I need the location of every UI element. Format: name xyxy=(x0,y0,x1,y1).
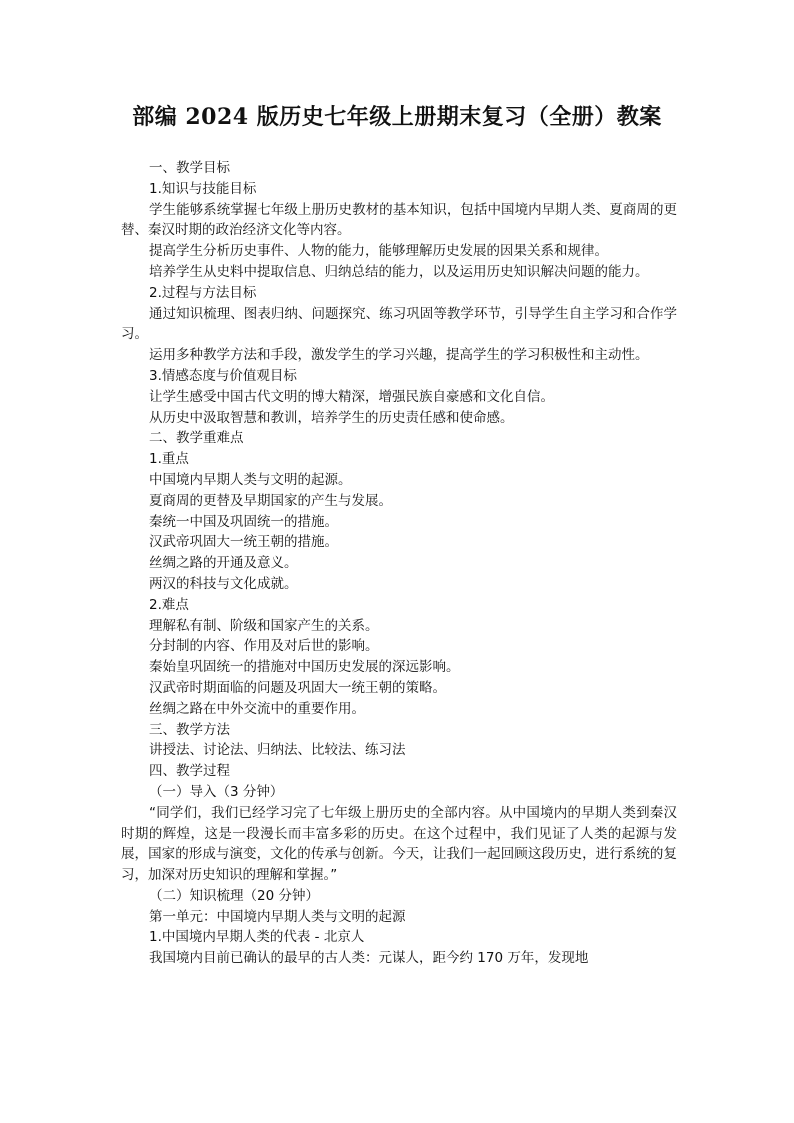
paragraph: 培养学生从史料中提取信息、归纳总结的能力，以及运用历史知识解决问题的能力。 xyxy=(149,263,649,280)
section-heading: 二、教学重难点 xyxy=(149,430,244,447)
paragraph: 我国境内目前已确认的最早的古人类：元谋人，距今约 170 万年，发现地 xyxy=(149,950,589,967)
list-item: 两汉的科技与文化成就。 xyxy=(149,575,298,592)
paragraph: 讲授法、讨论法、归纳法、比较法、练习法 xyxy=(149,742,406,759)
paragraph: “同学们，我们已经学习完了七年级上册历史的全部内容。从中国境内的早期人类到秦汉时期的辉煌，这是一段漫长而丰富多彩的历史。在这个过程中，我们见证了人类的起源与发展，国家的形成与演变，文化的传承与创新。今天，让我们一起回顾这段历史，进行系统的复习，加深对历史知识的理解和掌握。” xyxy=(121,804,677,884)
list-item: 丝绸之路在中外交流中的重要作用。 xyxy=(149,700,365,717)
document-title: 部编 2024 版历史七年级上册期末复习（全册）教案 xyxy=(132,104,662,130)
subsection-heading: 2.过程与方法目标 xyxy=(149,284,257,301)
paragraph: 运用多种教学方法和手段，激发学生的学习兴趣，提高学生的学习积极性和主动性。 xyxy=(149,347,649,364)
list-item: 秦统一中国及巩固统一的措施。 xyxy=(149,513,338,530)
paragraph: 提高学生分析历史事件、人物的能力，能够理解历史发展的因果关系和规律。 xyxy=(149,243,608,260)
unit-heading: 第一单元：中国境内早期人类与文明的起源 xyxy=(149,908,406,925)
subsection-heading: 1.中国境内早期人类的代表 - 北京人 xyxy=(149,929,365,946)
section-heading: 一、教学目标 xyxy=(149,160,230,176)
list-item: 夏商周的更替及早期国家的产生与发展。 xyxy=(149,492,392,509)
subsection-heading: 3.情感态度与价值观目标 xyxy=(149,367,297,384)
subsection-heading: （一）导入（3 分钟） xyxy=(149,783,284,800)
list-item: 中国境内早期人类与文明的起源。 xyxy=(149,471,352,488)
subsection-heading: 2.难点 xyxy=(149,596,189,613)
section-heading: 三、教学方法 xyxy=(149,721,230,738)
list-item: 分封制的内容、作用及对后世的影响。 xyxy=(149,638,379,655)
subsection-heading: （二）知识梳理（20 分钟） xyxy=(149,887,319,904)
paragraph: 从历史中汲取智慧和教训，培养学生的历史责任感和使命感。 xyxy=(149,409,514,426)
paragraph: 学生能够系统掌握七年级上册历史教材的基本知识，包括中国境内早期人类、夏商周的更替、秦汉时期的政治经济文化等内容。 xyxy=(121,201,677,239)
section-heading: 四、教学过程 xyxy=(149,763,230,780)
list-item: 丝绸之路的开通及意义。 xyxy=(149,555,298,572)
list-item: 秦始皇巩固统一的措施对中国历史发展的深远影响。 xyxy=(149,659,460,676)
list-item: 汉武帝巩固大一统王朝的措施。 xyxy=(149,534,338,551)
paragraph: 通过知识梳理、图表归纳、问题探究、练习巩固等教学环节，引导学生自主学习和合作学习。 xyxy=(121,305,677,343)
document-body xyxy=(121,158,677,969)
list-item: 理解私有制、阶级和国家产生的关系。 xyxy=(149,617,379,634)
subsection-heading: 1.重点 xyxy=(149,451,189,468)
paragraph: 让学生感受中国古代文明的博大精深，增强民族自豪感和文化自信。 xyxy=(149,388,554,405)
list-item: 汉武帝时期面临的问题及巩固大一统王朝的策略。 xyxy=(149,679,446,696)
subsection-heading: 1.知识与技能目标 xyxy=(149,180,257,197)
